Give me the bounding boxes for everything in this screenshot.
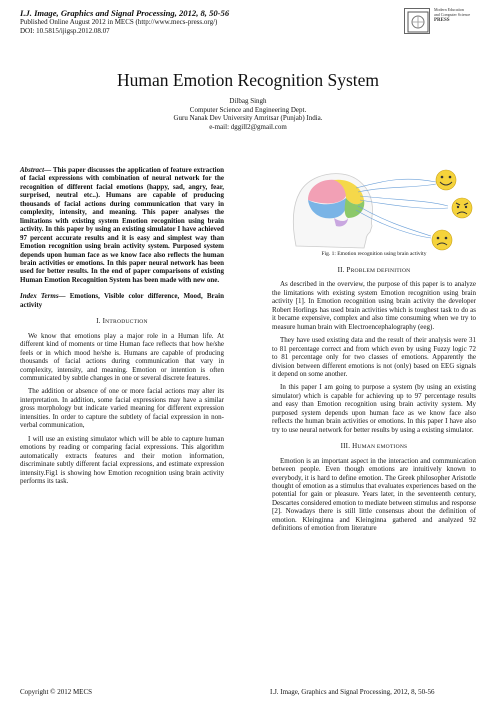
logo-emblem	[404, 8, 430, 34]
section-heading-human-emotions: III. HUMAN EMOTIONS	[340, 442, 408, 451]
journal-published-line: Published Online August 2012 in MECS (http://www.mecs-press.org/)	[20, 18, 218, 26]
author-name: Dilbag Singh	[229, 97, 267, 105]
right-column	[272, 262, 476, 538]
paragraph: They have used existing data and the result of their analysis were 31 to 81 percentage correct and from which even by using Fuzzy logic 72 to 81 percentage only for two classes of emotions. Apparently the division between different emotions is not (only) based on EEG signals it depend on some another.	[272, 336, 476, 378]
author-email: e-mail: dggill2@gmail.com	[209, 122, 287, 131]
emoticon-happy-face	[436, 170, 456, 190]
author-block	[0, 97, 496, 131]
author-department: Computer Science and Engineering Dept.	[189, 105, 307, 114]
paragraph: In this paper I am going to purpose a system (by using an existing simulator) which is capable for achieving up to 97 percentage results and easy than Emotion recognition using brain activity system. My purposed system depends upon human face as we know face also reflects the human brain activities or emotions. In this paper I have also try to use neural network for better results by using a existing simulator.	[272, 383, 476, 434]
figure-brain-emotions	[286, 166, 486, 256]
section-heading-introduction: I. INTRODUCTION	[96, 317, 148, 326]
figure-caption: Fig. 1: Emotion recognition using brain activity	[321, 251, 427, 257]
author-university: Guru Nanak Dev University Amritsar (Punjab) India.	[173, 114, 323, 122]
journal-header	[20, 8, 400, 35]
journal-title: I.J. Image, Graphics and Signal Processing, 2012, 8, 50-56	[20, 8, 230, 18]
brain-emotion-illustration	[286, 166, 486, 256]
paragraph: Emotion is an important aspect in the interaction and communication between people. Even though emotions are intuitively known to everybody, it is hard to define emotion. The Greek philosopher Aristotle thought of emotion as a stimulus that evaluates experiences based on the potential for gain or pleasure. Years later, in the seventeenth century, Descartes considered emotion to mediate between stimulus and response [2]. Nowadays there is still little consensus about the definition of emotion. Kleinginna and Kleinginna gathered and analyzed 92 definitions of emotion from literature	[272, 456, 476, 533]
journal-doi: DOI: 10.5815/ijigsp.2012.08.07	[20, 26, 110, 35]
footer-journal: I.J. Image, Graphics and Signal Processing, 2012, 8, 50-56	[270, 688, 435, 696]
paragraph: We know that emotions play a major role in a Human life. At different kind of moments or time Human face reflects that how he/she feels or in which mood he/she is. Humans are capable of producing thousands of facial actions during communication that vary in complexity, intensity, and meaning. Emotion or intention is often communicated by subtle changes in one or several discrete features.	[20, 331, 224, 382]
emoticon-angry-face	[452, 198, 472, 218]
paragraph: The addition or absence of one or more facial actions may alter its interpretation. In addition, some facial expressions may have a similar gross morphology but indicate varied meaning for different expression intensities. In order to capture the subtlety of facial expression in non-verbal communication,	[20, 387, 224, 430]
index-terms: Index Terms— Emotions, Visible color difference, Mood, Brain activity	[20, 292, 224, 309]
abstract: Abstract— This paper discusses the application of feature extraction of facial expressions with combination of neural network for the recognition of different facial emotions (happy, sad, angry, fear, surprised, neutral etc..). Humans are capable of producing thousands of facial actions during communication that vary in complexity, intensity, and meaning. This paper analyses the limitations with existing system Emotion recognition using brain activity. In this paper by using an existing simulator I have achieved 97 percent accurate results and it is easy and simplest way than Emotion recognition using brain activity system. Purposed system depends upon human face as we know face also reflects the human brain activities or emotions. In this paper neural network has been used for better results. In the end of paper comparisons of existing Human Emotion Recognition System has been made with new one.	[20, 166, 224, 284]
paragraph: As described in the overview, the purpose of this paper is to analyze the limitations with existing system Emotion recognition using brain activity [1]. In Emotion recognition using brain activity the developer Robert Horlings has used brain activities which is toughest task to do as it became expensive, complex and also time consuming when we try to measure human brain with Electroencephalography (eeg).	[272, 280, 476, 331]
left-column	[20, 166, 224, 490]
emoticon-sad-face	[432, 230, 452, 250]
paragraph: I will use an existing simulator which will be able to capture human emotions by reading or comparing facial expressions. This algorithm automatically extracts features and their motion information, discriminate subtly different facial expressions, and estimate expression intensity.Fig1 is showing how Emotion recognition using brain activity performs its task.	[20, 434, 224, 485]
logo-text: Modern Education and Computer Science PRESS	[434, 7, 471, 23]
footer-copyright: Copyright © 2012 MECS	[20, 688, 93, 696]
mecs-logo	[404, 8, 478, 40]
section-heading-problem-definition: II. PROBLEM DEFINITION	[337, 266, 411, 274]
paper-title: Human Emotion Recognition System	[117, 70, 379, 90]
